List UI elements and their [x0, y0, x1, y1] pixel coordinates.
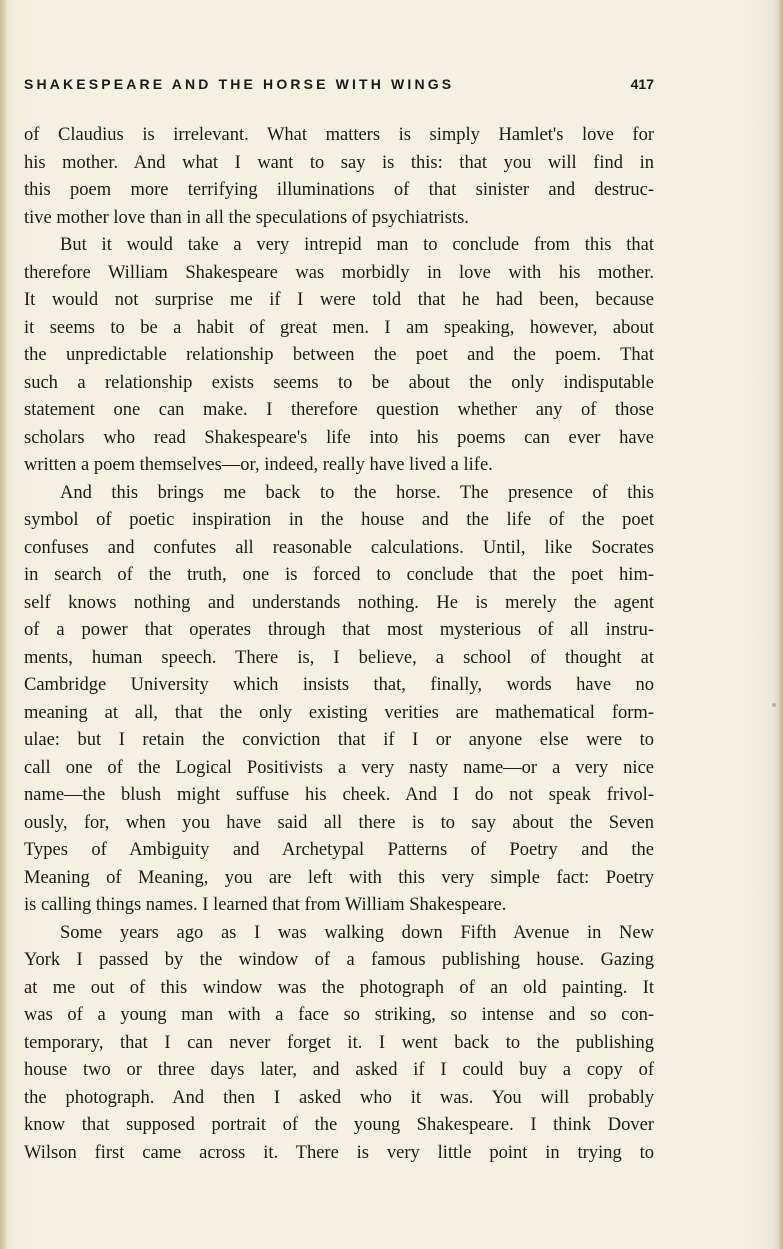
text-line: was of a young man with a face so striking, so intense and so con-	[24, 1005, 654, 1025]
text-line: therefore William Shakespeare was morbidly in love with his mother.	[24, 262, 654, 283]
text-line: confuses and confutes all reasonable calculations. Until, like Socrates	[24, 537, 654, 558]
text-line: is calling things names. I learned that from William Shakespeare.	[24, 895, 507, 915]
text-line: Cambridge University which insists that, finally, words have no	[24, 675, 654, 695]
text-line: the unpredictable relationship between the poet and the poem. That	[24, 345, 654, 365]
text-line: call one of the Logical Positivists a very nasty name—or a very nice	[24, 757, 654, 778]
text-line: this poem more terrifying illuminations of that sinister and destruc-	[24, 180, 654, 200]
text-line: ously, for, when you have said all there is to say about the Seven	[24, 812, 654, 833]
text-line: And this brings me back to the horse. The presence of this	[60, 482, 654, 503]
text-line: ulae: but I retain the conviction that if I or anyone else were to	[24, 730, 654, 750]
text-line: of a power that operates through that most mysterious of all instru-	[24, 620, 654, 640]
text-line: in search of the truth, one is forced to conclude that the poet him-	[24, 565, 654, 585]
text-line: such a relationship exists seems to be about the only indisputable	[24, 372, 654, 393]
text-line: temporary, that I can never forget it. I went back to the publishing	[24, 1032, 654, 1053]
text-line: ments, human speech. There is, I believe, a school of thought at	[24, 647, 654, 668]
body-text	[24, 122, 654, 1167]
text-line: his mother. And what I want to say is this: that you will find in	[24, 152, 654, 173]
text-line: symbol of poetic inspiration in the house and the life of the poet	[24, 510, 654, 530]
text-line: self knows nothing and understands nothing. He is merely the agent	[24, 592, 654, 613]
running-head: SHAKESPEARE AND THE HORSE WITH WINGS	[24, 76, 455, 92]
text-line: name—the blush might suffuse his cheek. And I do not speak frivol-	[24, 785, 654, 805]
text-line: Some years ago as I was walking down Fifth Avenue in New	[60, 922, 654, 943]
text-line: of Claudius is irrelevant. What matters is simply Hamlet's love for	[24, 125, 654, 145]
text-line: Meaning of Meaning, you are left with this very simple fact: Poetry	[24, 867, 654, 888]
page-gutter-shadow	[0, 0, 7, 1249]
text-line: It would not surprise me if I were told that he had been, because	[24, 290, 654, 310]
text-line: meaning at all, that the only existing verities are mathematical form-	[24, 702, 654, 723]
text-line: statement one can make. I therefore question whether any of those	[24, 400, 654, 420]
text-line: house two or three days later, and asked if I could buy a copy of	[24, 1060, 654, 1080]
text-line: But it would take a very intrepid man to conclude from this that	[60, 235, 654, 255]
text-line: written a poem themselves—or, indeed, really have lived a life.	[24, 455, 493, 475]
text-line: the photograph. And then I asked who it was. You will probably	[24, 1087, 654, 1108]
paper-speck	[772, 703, 776, 707]
page-header	[24, 76, 654, 100]
text-line: Types of Ambiguity and Archetypal Patterns of Poetry and the	[24, 840, 654, 860]
text-line: scholars who read Shakespeare's life into his poems can ever have	[24, 427, 654, 448]
text-line: tive mother love than in all the speculations of psychiatrists.	[24, 207, 469, 228]
text-line: know that supposed portrait of the young Shakespeare. I think Dover	[24, 1115, 654, 1135]
text-line: at me out of this window was the photograph of an old painting. It	[24, 977, 654, 998]
page-number: 417	[630, 76, 654, 92]
page-edge-shadow	[778, 0, 783, 1249]
text-line: it seems to be a habit of great men. I am speaking, however, about	[24, 317, 654, 338]
text-line: York I passed by the window of a famous publishing house. Gazing	[24, 950, 654, 970]
text-line: Wilson first came across it. There is very little point in trying to	[24, 1142, 654, 1163]
